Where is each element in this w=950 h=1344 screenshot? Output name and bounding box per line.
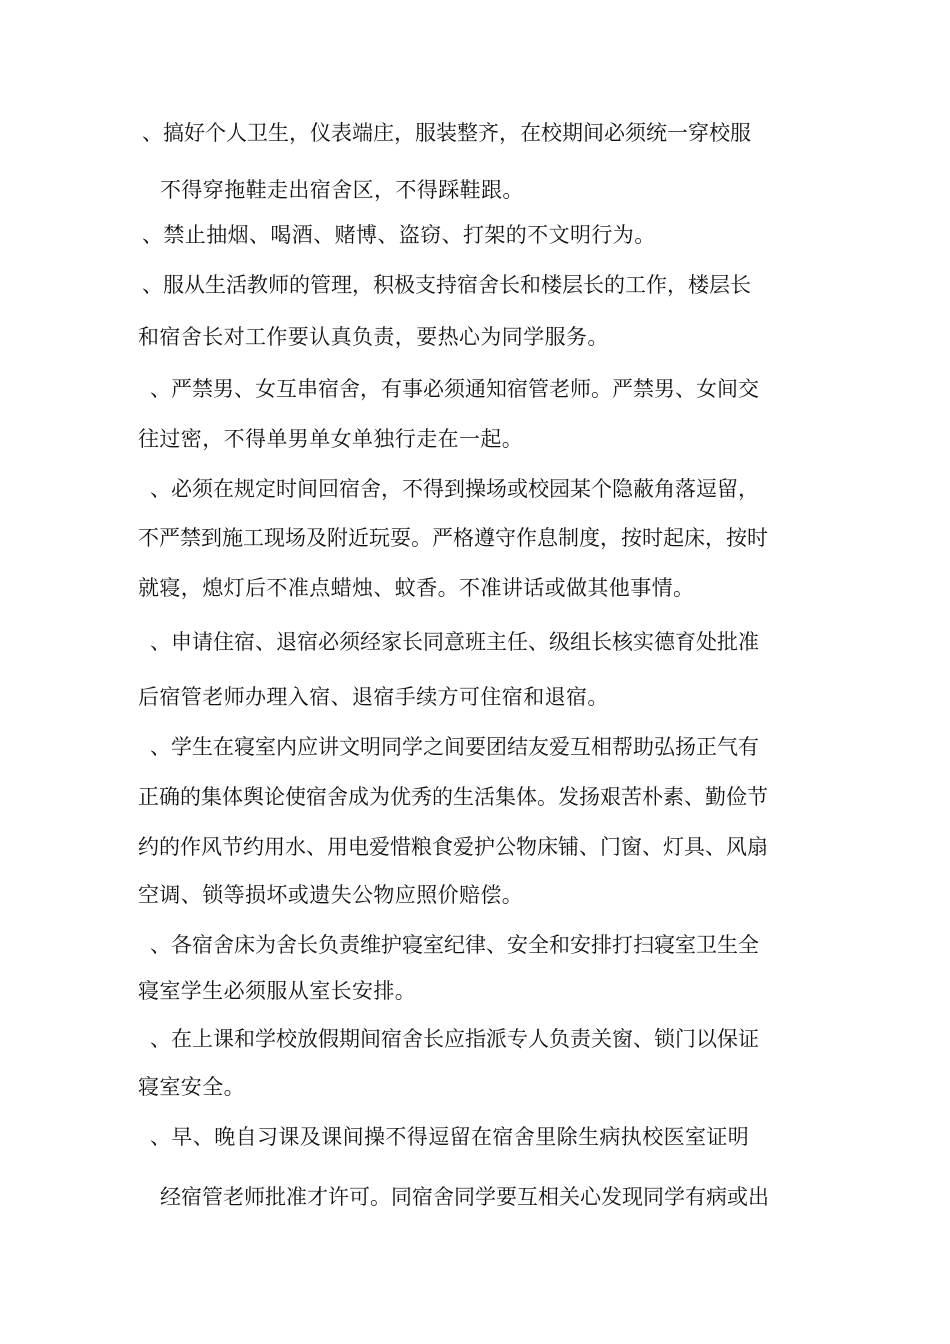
text-line: 、禁止抽烟、喝酒、赌博、盗窃、打架的不文明行为。	[142, 223, 656, 247]
text-line: 、在上课和学校放假期间宿舍长应指派专人负责关窗、锁门以保证	[150, 1027, 759, 1051]
text-line: 就寝，熄灯后不准点蜡烛、蚊香。不准讲话或做其他事情。	[138, 576, 695, 600]
text-line: 寝室学生必须服从室长安排。	[138, 979, 417, 1003]
text-line: 寝室安全。	[138, 1075, 245, 1099]
text-line: 、早、晚自习课及课间操不得逗留在宿舍里除生病执校医室证明	[150, 1125, 750, 1149]
text-line: 不严禁到施工现场及附近玩耍。严格遵守作息制度，按时起床，按时	[138, 526, 768, 550]
text-line: 往过密，不得单男单女单独行走在一起。	[138, 427, 524, 451]
text-line: 和宿舍长对工作要认真负责，要热心为同学服务。	[138, 325, 609, 349]
text-line: 、学生在寝室内应讲文明同学之间要团结友爱互相帮助弘扬正气有	[150, 735, 759, 759]
text-line: 、申请住宿、退宿必须经家长同意班主任、级组长核实德育处批准	[150, 630, 759, 654]
text-line: 约的作风节约用水、用电爱惜粮食爱护公物床铺、门窗、灯具、风扇	[138, 835, 768, 859]
text-line: 空调、锁等损坏或遗失公物应照价赔偿。	[138, 883, 524, 907]
text-line: 经宿管老师批准才许可。同宿舍同学要互相关心发现同学有病或出	[160, 1185, 769, 1209]
text-line: 后宿管老师办理入宿、退宿手续方可住宿和退宿。	[138, 685, 609, 709]
text-line: 、搞好个人卫生，仪表端庄，服装整齐，在校期间必须统一穿校服	[142, 121, 751, 145]
text-line: 不得穿拖鞋走出宿舍区，不得踩鞋跟。	[160, 178, 524, 202]
text-line: 、必须在规定时间回宿舍，不得到操场或校园某个隐蔽角落逗留，	[150, 477, 759, 501]
text-line: 、服从生活教师的管理，积极支持宿舍长和楼层长的工作，楼层长	[142, 273, 751, 297]
text-line: 、严禁男、女互串宿舍，有事必须通知宿管老师。严禁男、女间交	[150, 377, 759, 401]
text-line: 正确的集体舆论使宿舍成为优秀的生活集体。发扬艰苦朴素、勤俭节	[138, 785, 768, 809]
text-line: 、各宿舍床为舍长负责维护寝室纪律、安全和安排打扫寝室卫生全	[150, 933, 759, 957]
